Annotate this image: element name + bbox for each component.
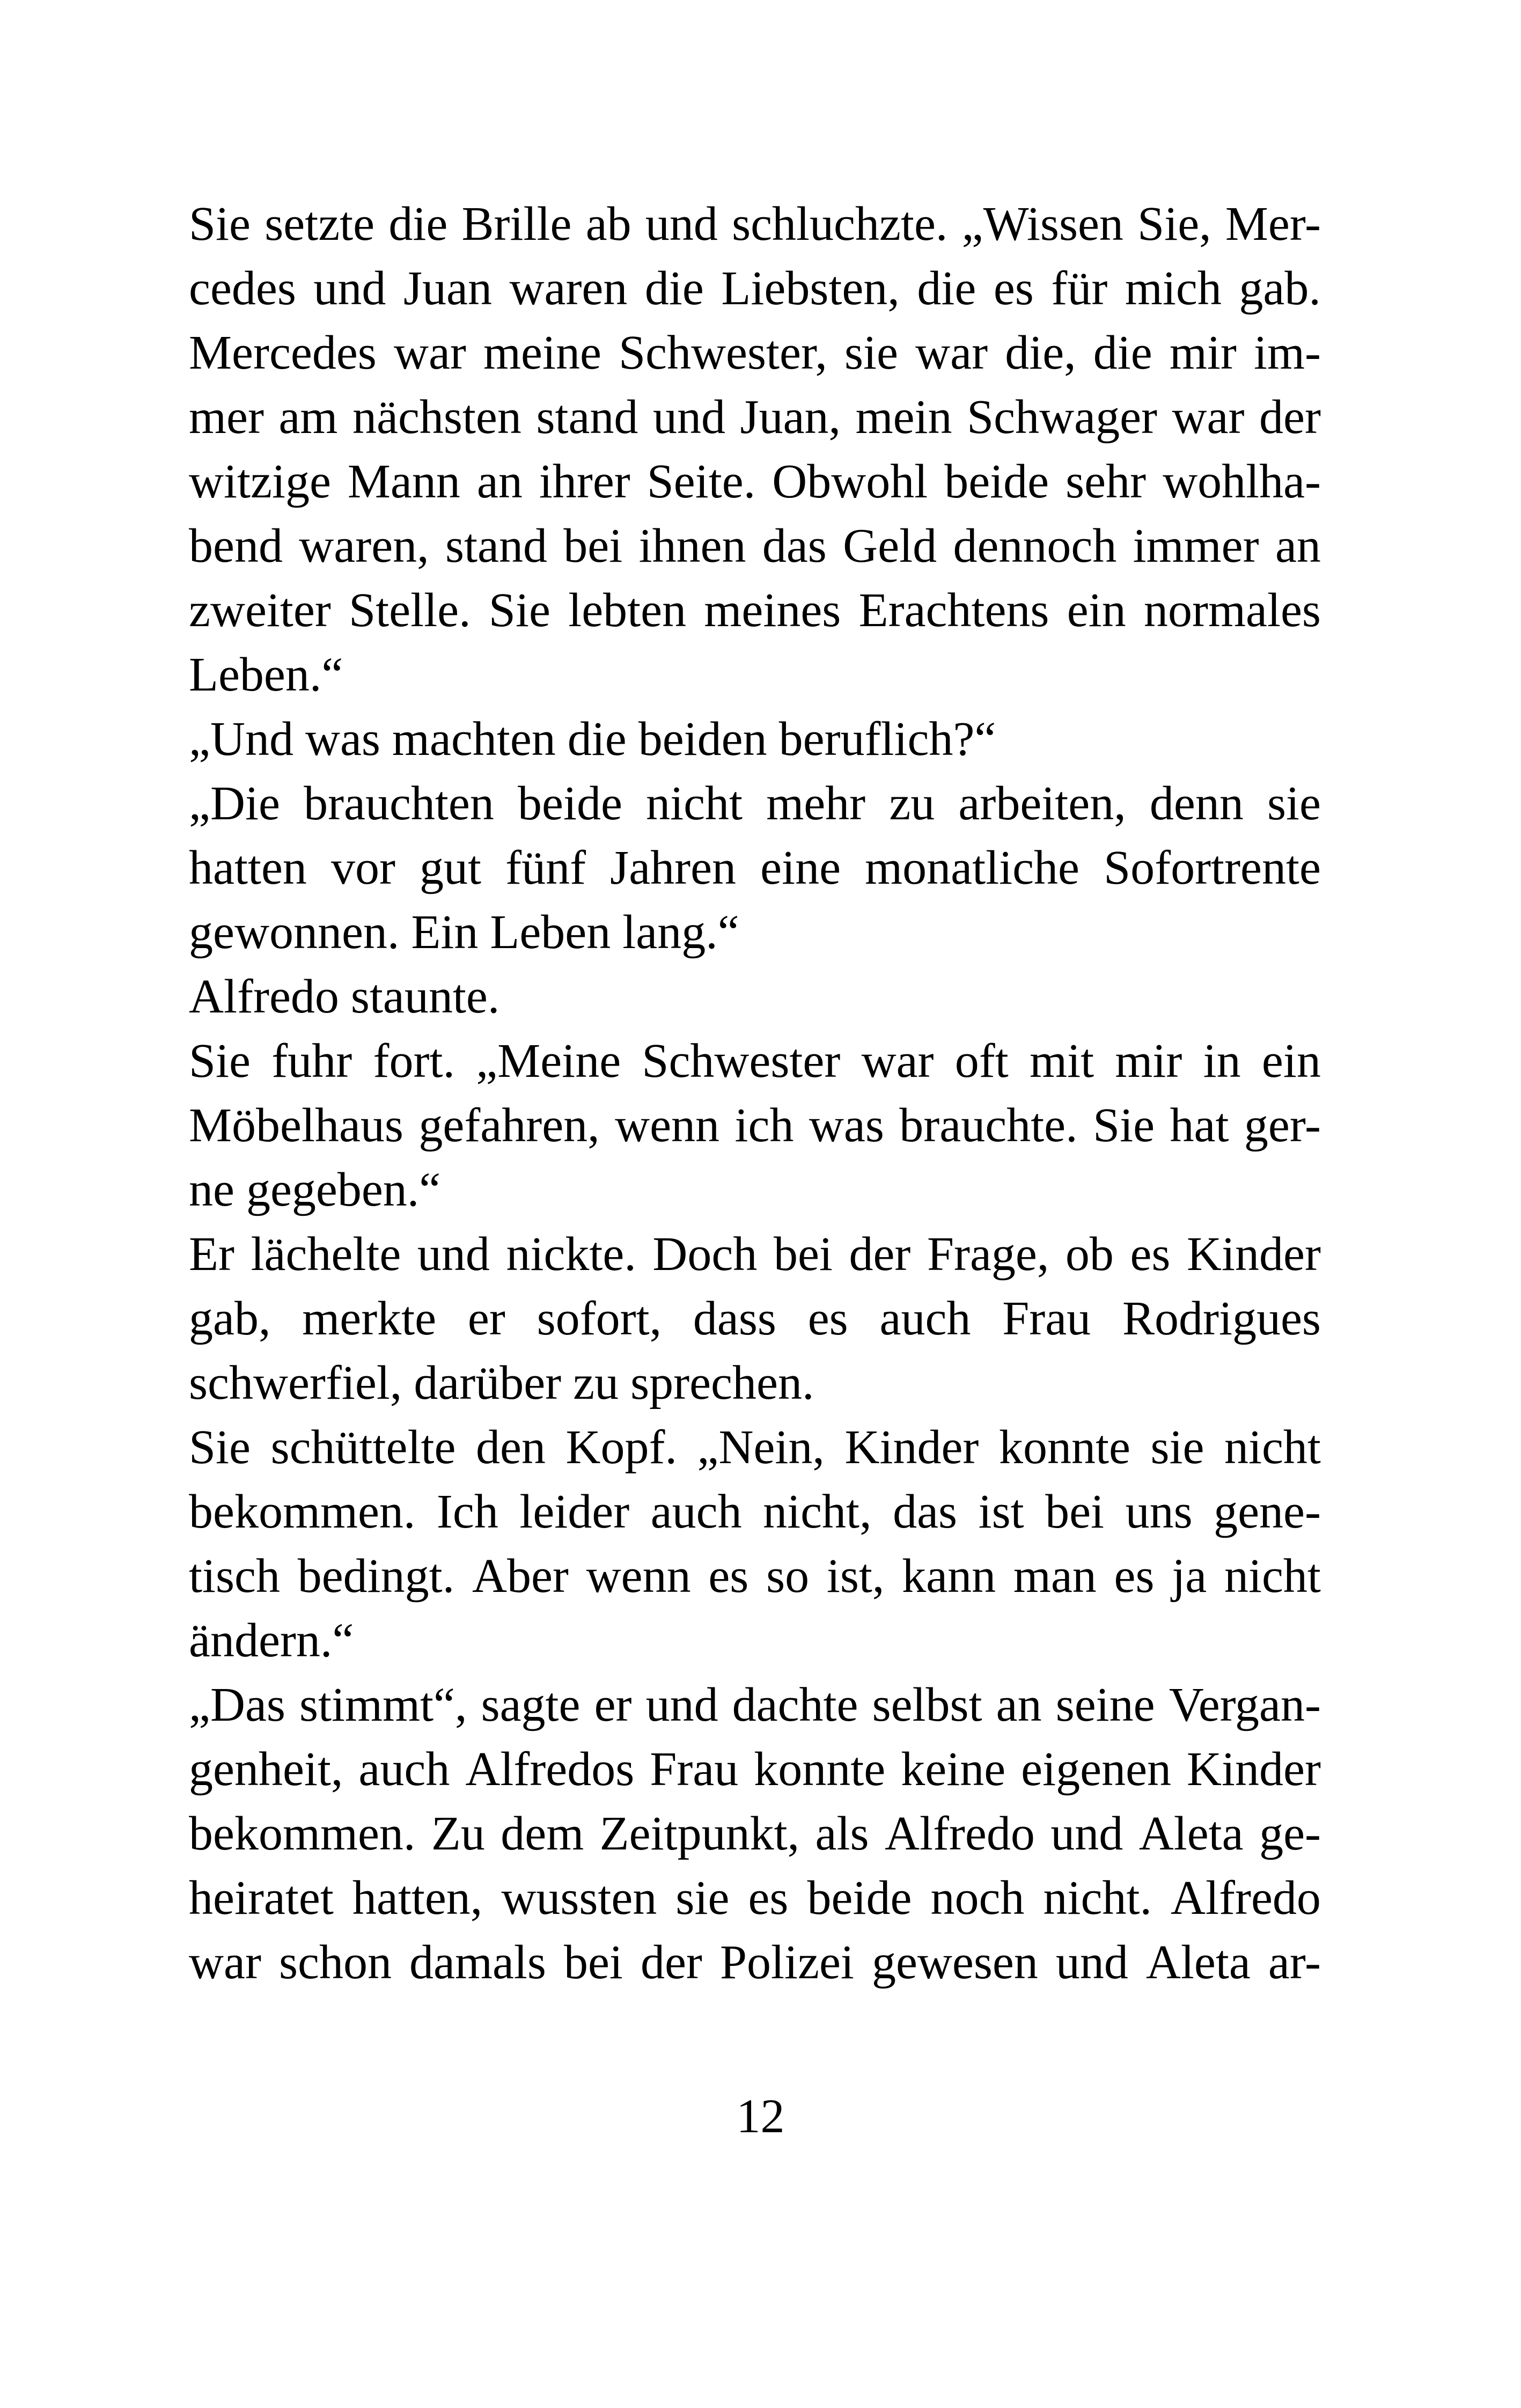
word: ar- (1268, 1936, 1321, 1989)
word: Rodrigues (1122, 1292, 1321, 1345)
word: Alfredo (189, 970, 339, 1023)
word: hatten (189, 841, 307, 894)
word: für (1051, 262, 1108, 315)
text-line (189, 900, 1321, 965)
word: ändern.“ (189, 1614, 354, 1667)
text-line (189, 578, 1321, 643)
text-line (189, 256, 1321, 321)
word: in (1203, 1034, 1241, 1088)
word: nicht. (1043, 1871, 1152, 1925)
word: der (1259, 391, 1321, 444)
word: mehr (766, 777, 866, 830)
word: sehr (1066, 455, 1147, 508)
word: waren, (299, 519, 429, 572)
word: eine (760, 841, 841, 894)
word: bei (563, 1936, 623, 1989)
word: „Meine (476, 1034, 621, 1088)
word: auch (879, 1292, 971, 1345)
word: dass (693, 1292, 776, 1345)
word: wenn (586, 1550, 691, 1603)
word: fort. (373, 1034, 455, 1088)
word: normales (1144, 584, 1321, 637)
word: genheit, (189, 1743, 343, 1796)
word: lächelte (251, 1228, 401, 1281)
word: „Und (189, 713, 293, 766)
word: Kopf. (565, 1421, 677, 1474)
word: die (1093, 326, 1152, 379)
word: er (467, 1292, 505, 1345)
word: „Wissen (961, 197, 1123, 251)
text-line (189, 707, 1321, 772)
word: kann (902, 1550, 996, 1603)
word: mir (1115, 1034, 1182, 1088)
page-number: 12 (736, 2090, 785, 2143)
word: staunte. (350, 970, 500, 1023)
text-line (189, 1737, 1321, 1802)
word: und (1055, 1936, 1128, 1989)
word: monatliche (865, 841, 1079, 894)
text-line (189, 1351, 1321, 1415)
word: Alfredo (884, 1807, 1035, 1860)
word: schwerfiel, (189, 1356, 402, 1409)
word: Obwohl (772, 455, 928, 508)
word: Seite. (646, 455, 756, 508)
word: fuhr (271, 1034, 352, 1088)
text-line (189, 1093, 1321, 1158)
word: cedes (189, 262, 296, 315)
word: ein (1261, 1034, 1321, 1088)
word: ge- (1259, 1807, 1321, 1860)
word: als (815, 1807, 869, 1860)
text-line (189, 643, 1321, 707)
word: mir (1169, 326, 1237, 379)
word: Ein (411, 906, 479, 959)
word: die (917, 262, 976, 315)
word: nächsten (352, 391, 521, 444)
word: wenn (615, 1099, 720, 1152)
word: Geld (843, 519, 937, 572)
word: denn (1149, 777, 1244, 830)
word: Frau (650, 1743, 739, 1796)
word: im- (1254, 326, 1321, 379)
word: gab, (189, 1292, 271, 1345)
word: es (1130, 1228, 1171, 1281)
word: „Das (189, 1678, 285, 1731)
word: sie (675, 1871, 730, 1925)
word: bekommen. (189, 1485, 416, 1538)
word: zweiter (189, 584, 331, 637)
word: Kinder (1187, 1228, 1321, 1281)
word: noch (930, 1871, 1025, 1925)
word: beide (518, 777, 622, 830)
word: Polizei (719, 1936, 854, 1989)
word: sagte (481, 1678, 581, 1731)
word: nicht (1224, 1421, 1321, 1474)
word: und (652, 391, 725, 444)
word: und (313, 262, 386, 315)
word: man (1013, 1550, 1097, 1603)
word: Erachtens (858, 584, 1049, 637)
word: Möbelhaus (189, 1099, 403, 1152)
word: Leben.“ (189, 648, 343, 701)
word: ein (1067, 584, 1126, 637)
word: mich (1125, 262, 1222, 315)
word: Aleta (1138, 1807, 1244, 1860)
word: konnte (998, 1421, 1130, 1474)
word: konnte (754, 1743, 886, 1796)
word: stand (445, 519, 547, 572)
word: beiden (638, 713, 767, 766)
word: ja (1172, 1550, 1207, 1603)
word: was (809, 1099, 884, 1152)
word: merkte (302, 1292, 437, 1345)
word: auch (650, 1485, 742, 1538)
word: lebten (568, 584, 687, 637)
word: ne (189, 1163, 234, 1216)
word: Sie (189, 1421, 251, 1474)
word: die (388, 197, 448, 251)
word: Stelle. (349, 584, 471, 637)
word: die, (1005, 326, 1076, 379)
word: gegeben.“ (246, 1163, 441, 1216)
word: keine (901, 1743, 1006, 1796)
word: Ich (436, 1485, 498, 1538)
word: Schwester, (619, 326, 827, 379)
word: und (1050, 1807, 1123, 1860)
text-line (189, 1609, 1321, 1673)
word: sofort, (537, 1292, 662, 1345)
word: hatten, (352, 1871, 483, 1925)
text-line (189, 514, 1321, 578)
word: bei (773, 1228, 833, 1281)
word: bedingt. (297, 1550, 455, 1603)
word: sprechen. (630, 1356, 814, 1409)
text-line (189, 1415, 1321, 1480)
word: mer (189, 391, 264, 444)
word: gab. (1239, 262, 1321, 315)
word: dem (501, 1807, 584, 1860)
word: dennoch (953, 519, 1117, 572)
word: was (305, 713, 380, 766)
word: schon (278, 1936, 392, 1989)
word: ihnen (638, 519, 746, 572)
word: Sie (189, 1034, 251, 1088)
word: und (417, 1228, 490, 1281)
word: Sie (1093, 1099, 1155, 1152)
word: ab (585, 197, 631, 251)
word: zu (889, 777, 935, 830)
word: Kinder (1187, 1743, 1321, 1796)
word: es (708, 1550, 749, 1603)
text-line (189, 192, 1321, 256)
text-line (189, 1480, 1321, 1544)
word: der (849, 1228, 911, 1281)
word: beide (944, 455, 1049, 508)
word: an (476, 455, 523, 508)
word: Frau (1002, 1292, 1091, 1345)
word: es (993, 262, 1034, 315)
word: so (766, 1550, 810, 1603)
word: Sie (189, 197, 251, 251)
text-line (189, 321, 1321, 385)
word: mein (855, 391, 952, 444)
word: zu (573, 1356, 619, 1409)
word: damals (409, 1936, 546, 1989)
word: nicht, (763, 1485, 872, 1538)
word: darüber (414, 1356, 562, 1409)
word: ich (734, 1099, 794, 1152)
word: bend (189, 519, 283, 572)
word: Doch (652, 1228, 758, 1281)
word: fünf (505, 841, 586, 894)
word: es (748, 1871, 789, 1925)
word: oft (954, 1034, 1009, 1088)
word: brauchte. (899, 1099, 1078, 1152)
word: Zeitpunkt, (599, 1807, 800, 1860)
word: Zu (431, 1807, 485, 1860)
word: stand (536, 391, 638, 444)
word: war (393, 326, 466, 379)
word: Leben (490, 906, 611, 959)
word: es (1114, 1550, 1155, 1603)
word: ihrer (539, 455, 630, 508)
word: waren (509, 262, 628, 315)
word: „Die (189, 777, 280, 830)
text-line (189, 1544, 1321, 1609)
word: vor (330, 841, 395, 894)
word: setzte (264, 197, 375, 251)
text-line (189, 1866, 1321, 1930)
word: Frage, (927, 1228, 1049, 1281)
word: machten (392, 713, 556, 766)
word: meines (704, 584, 841, 637)
word: gewesen (871, 1936, 1038, 1989)
word: an (1275, 519, 1321, 572)
word: gewonnen. (189, 906, 400, 959)
word: heiratet (189, 1871, 334, 1925)
word: wohlha- (1163, 455, 1321, 508)
text-line (189, 1287, 1321, 1351)
word: ger- (1244, 1099, 1321, 1152)
word: Er (189, 1228, 234, 1281)
word: den (476, 1421, 546, 1474)
word: Mercedes (189, 326, 377, 379)
text-line (189, 836, 1321, 900)
text-line (189, 1673, 1321, 1737)
text-line (189, 1802, 1321, 1866)
word: bekommen. (189, 1807, 416, 1860)
word: Alfredos (465, 1743, 635, 1796)
word: beruflich?“ (778, 713, 996, 766)
word: das (893, 1485, 958, 1538)
word: witzige (189, 455, 331, 508)
word: Sie, (1137, 197, 1211, 251)
word: mit (1030, 1034, 1094, 1088)
word: gefahren, (418, 1099, 600, 1152)
word: Alfredo (1171, 1871, 1321, 1925)
word: beide (807, 1871, 912, 1925)
text-line (189, 1158, 1321, 1222)
word: uns (1125, 1485, 1193, 1538)
word: Schwager (967, 391, 1157, 444)
word: die (644, 262, 704, 315)
word: Aleta (1145, 1936, 1251, 1989)
word: nicht (646, 777, 743, 830)
word: Sie (488, 584, 550, 637)
word: und (645, 1678, 718, 1731)
word: gut (420, 841, 482, 894)
word: dachte (732, 1678, 858, 1731)
text-line (189, 965, 1321, 1029)
word: Brille (461, 197, 572, 251)
word: eigenen (1021, 1743, 1172, 1796)
word: Mann (347, 455, 460, 508)
word: Kinder (844, 1421, 979, 1474)
word: die (567, 713, 627, 766)
text-line (189, 772, 1321, 836)
word: gene- (1214, 1485, 1321, 1538)
word: arbeiten, (958, 777, 1126, 830)
word: das (762, 519, 827, 572)
word: nicht (1224, 1550, 1321, 1603)
word: Schwester (642, 1034, 841, 1088)
word: sie (1150, 1421, 1204, 1474)
word: war (189, 1936, 261, 1989)
word: Vergan- (1169, 1678, 1321, 1731)
word: leider (519, 1485, 630, 1538)
word: Sofortrente (1104, 841, 1321, 894)
word: Liebsten, (721, 262, 900, 315)
text-line (189, 1222, 1321, 1287)
word: Juan, (740, 391, 841, 444)
word: an (996, 1678, 1042, 1731)
word: selbst (872, 1678, 982, 1731)
word: am (278, 391, 338, 444)
text-line (189, 385, 1321, 450)
word: und (645, 197, 718, 251)
word: bei (563, 519, 623, 572)
text-line (189, 1930, 1321, 1995)
word: war (915, 326, 988, 379)
word: seine (1055, 1678, 1155, 1731)
word: bei (1045, 1485, 1105, 1538)
word: Jahren (610, 841, 737, 894)
word: lang.“ (622, 906, 739, 959)
word: es (807, 1292, 848, 1345)
word: sie (1267, 777, 1321, 830)
word: ist, (826, 1550, 885, 1603)
word: ob (1065, 1228, 1114, 1281)
word: Juan (403, 262, 492, 315)
word: schluchzte. (732, 197, 948, 251)
word: er (594, 1678, 632, 1731)
word: Aber (472, 1550, 569, 1603)
word: der (640, 1936, 702, 1989)
word: tisch (189, 1550, 280, 1603)
word: meine (483, 326, 601, 379)
word: stimmt“, (299, 1678, 467, 1731)
word: sie (844, 326, 898, 379)
word: immer (1133, 519, 1259, 572)
word: ist (978, 1485, 1024, 1538)
word: brauchten (304, 777, 494, 830)
word: Mer- (1225, 197, 1321, 251)
body-text (189, 192, 1321, 1995)
text-line (189, 1029, 1321, 1093)
word: „Nein, (697, 1421, 825, 1474)
word: auch (358, 1743, 450, 1796)
word: wussten (501, 1871, 657, 1925)
word: war (861, 1034, 934, 1088)
text-line (189, 450, 1321, 514)
word: nickte. (506, 1228, 636, 1281)
word: hat (1170, 1099, 1229, 1152)
word: schüttelte (270, 1421, 456, 1474)
word: war (1172, 391, 1245, 444)
